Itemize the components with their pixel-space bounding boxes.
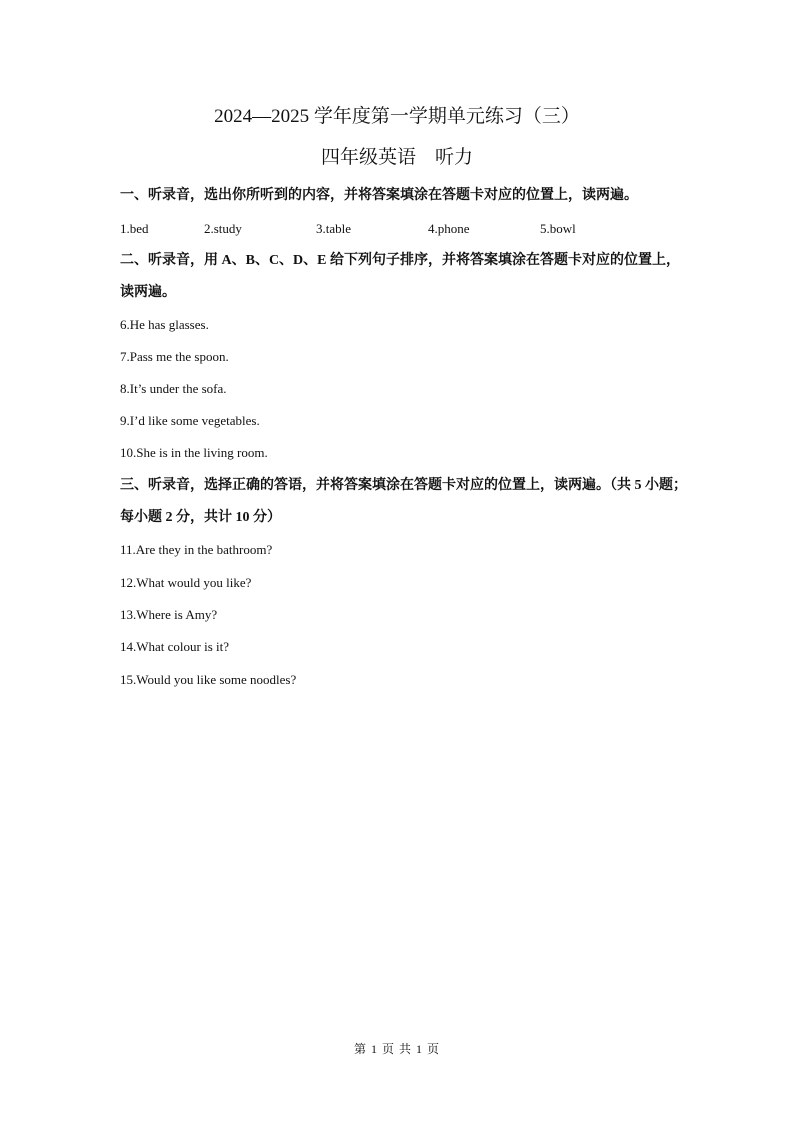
part1-item-1: 1.bed [120, 221, 149, 236]
document-title: 2024—2025 学年度第一学期单元练习（三） [214, 106, 580, 127]
part1-item-4: 4.phone [428, 221, 470, 236]
part2-item-7: 7.Pass me the spoon. [120, 349, 229, 364]
part3-item-15: 15.Would you like some noodles? [120, 672, 297, 687]
part2-instruction-line1: 二、听录音，用 A、B、C、D、E 给下列句子排序，并将答案填涂在答题卡对应的位置上， [120, 253, 681, 268]
part2-instruction-line2: 读两遍。 [120, 285, 176, 300]
part2-item-8: 8.It’s under the sofa. [120, 381, 227, 396]
document-subtitle: 四年级英语 听力 [320, 147, 473, 168]
part1-instruction: 一、听录音，选出你所听到的内容，并将答案填涂在答题卡对应的位置上，读两遍。 [120, 188, 638, 203]
page-footer: 第 1 页 共 1 页 [353, 1042, 440, 1056]
part2-item-9: 9.I’d like some vegetables. [120, 413, 260, 428]
part1-item-2: 2.study [204, 221, 242, 236]
part3-instruction-line1: 三、听录音，选择正确的答语，并将答案填涂在答题卡对应的位置上，读两遍。（共 5 小题； [120, 478, 687, 493]
part3-item-13: 13.Where is Amy? [120, 607, 218, 622]
part1-item-3: 3.table [316, 221, 352, 236]
part3-item-11: 11.Are they in the bathroom? [120, 542, 273, 557]
part2-item-10: 10.She is in the living room. [120, 445, 268, 460]
part3-instruction-line2: 每小题 2 分，共计 10 分） [120, 510, 281, 525]
part3-item-12: 12.What would you like? [120, 575, 252, 590]
part3-item-14: 14.What colour is it? [120, 639, 230, 654]
part2-item-6: 6.He has glasses. [120, 317, 209, 332]
part1-item-5: 5.bowl [540, 221, 576, 236]
